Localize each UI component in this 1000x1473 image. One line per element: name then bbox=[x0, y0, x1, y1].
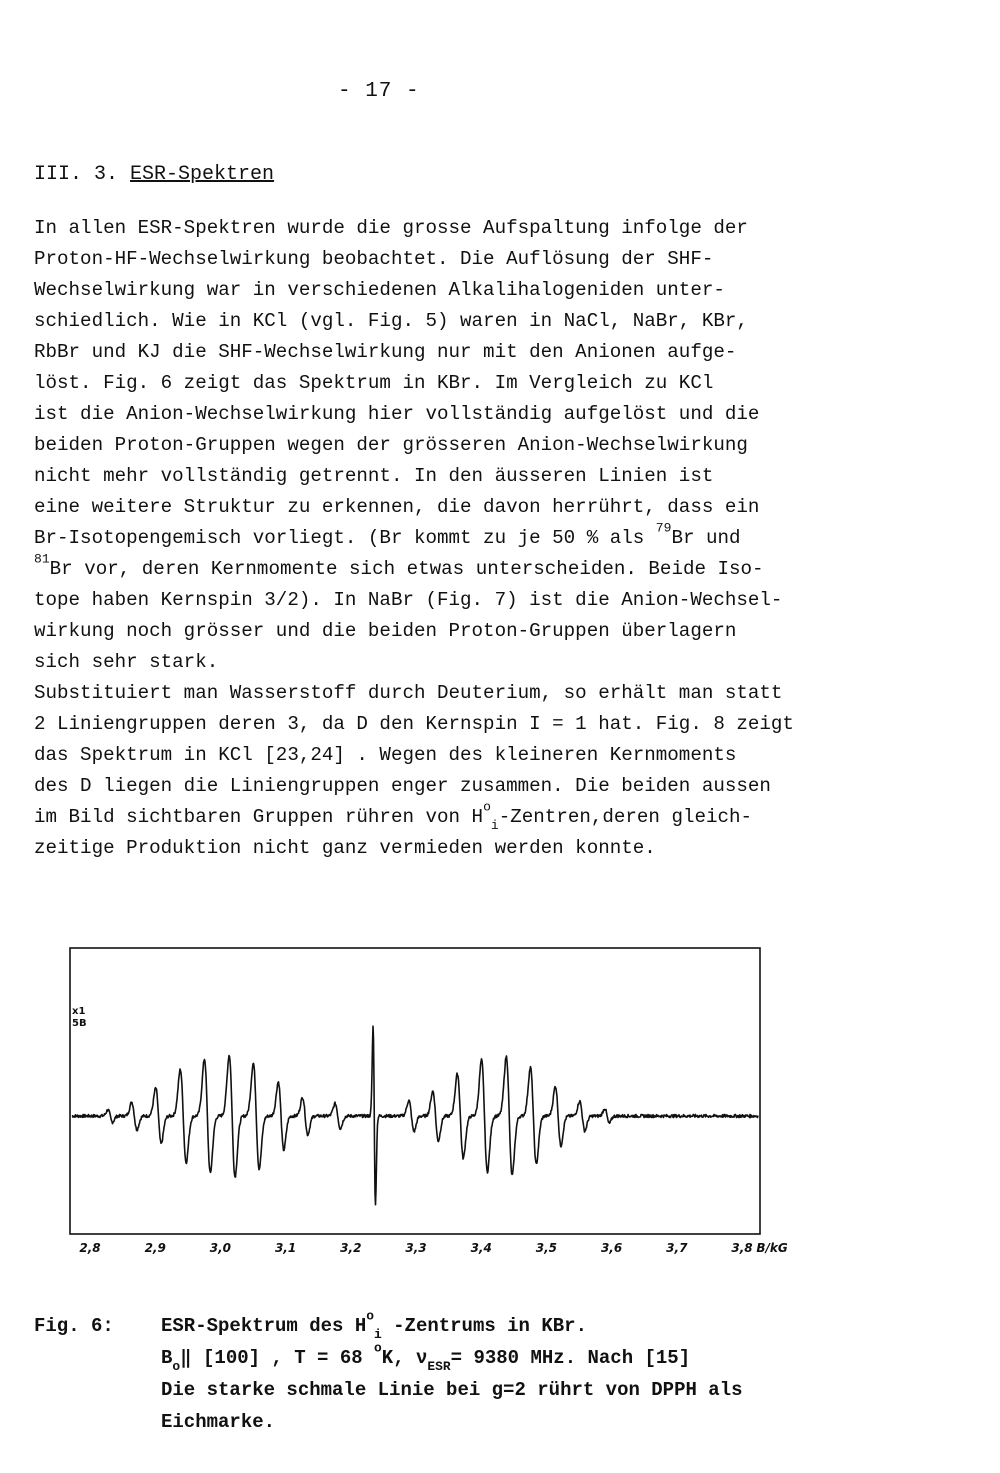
caption-text: B bbox=[161, 1347, 173, 1369]
isotope-suffix: Br und bbox=[671, 527, 741, 549]
body-line: löst. Fig. 6 zeigt das Spektrum in KBr. Im Vergleich zu KCl bbox=[34, 372, 714, 394]
x-unit-label: B/kG bbox=[756, 1241, 788, 1255]
nu-symbol: ν bbox=[416, 1347, 428, 1369]
esr-spectrum-figure bbox=[60, 940, 788, 1260]
x-tick-label: 3,3 bbox=[405, 1241, 427, 1255]
body-line: 2 Liniengruppen deren 3, da D den Kernspin I = 1 hat. Fig. 8 zeigt bbox=[34, 713, 794, 735]
caption-line-4: Eichmarke. bbox=[161, 1411, 276, 1433]
caption-sub: ESR bbox=[427, 1359, 451, 1375]
caption-text: [100] , T = 68 bbox=[191, 1347, 375, 1369]
body-text bbox=[34, 213, 934, 864]
isotope-79: 79 bbox=[655, 520, 672, 536]
x-tick-label: 3,8 bbox=[731, 1241, 753, 1255]
body-line: schiedlich. Wie in KCl (vgl. Fig. 5) waren in NaCl, NaBr, KBr, bbox=[34, 310, 748, 332]
x-tick-label: 2,9 bbox=[144, 1241, 166, 1255]
body-line: sich sehr stark. bbox=[34, 651, 219, 673]
body-line: Wechselwirkung war in verschiedenen Alkalihalogeniden unter- bbox=[34, 279, 725, 301]
isotope-81: 81 bbox=[34, 551, 50, 567]
body-line: wirkung noch grösser und die beiden Proton-Gruppen überlagern bbox=[34, 620, 737, 642]
body-line: das Spektrum in KCl [23,24] . Wegen des kleineren Kernmoments bbox=[34, 744, 737, 766]
body-line-hzentren bbox=[34, 799, 934, 834]
caption-line-2 bbox=[161, 1342, 743, 1374]
body-line: des D liegen die Liniengruppen enger zusammen. Die beiden aussen bbox=[34, 775, 771, 797]
x-tick-label: 3,7 bbox=[666, 1241, 688, 1255]
caption-sup: o bbox=[366, 1308, 374, 1324]
caption-sub: i bbox=[373, 1327, 382, 1343]
section-heading bbox=[34, 163, 274, 186]
x-tick-label: 3,6 bbox=[600, 1241, 623, 1255]
body-line: In allen ESR-Spektren wurde die grosse Aufspaltung infolge der bbox=[34, 217, 748, 239]
section-number: III. 3. bbox=[34, 163, 119, 186]
side-label-scale: x1 bbox=[72, 1006, 86, 1017]
spectrum-trace bbox=[72, 1026, 758, 1205]
caption-line-1 bbox=[161, 1310, 743, 1342]
hzentren-sub: i bbox=[490, 818, 499, 834]
page-number: - 17 - bbox=[338, 80, 420, 103]
hzentren-suffix: -Zentren,deren gleich- bbox=[498, 806, 753, 828]
caption-label: Fig. 6: bbox=[34, 1315, 114, 1337]
body-line: eine weitere Struktur zu erkennen, die davon herrührt, dass ein bbox=[34, 496, 760, 518]
x-axis-ticks bbox=[79, 1241, 787, 1255]
caption-text: -Zentrums in KBr. bbox=[381, 1315, 587, 1337]
body-line: tope haben Kernspin 3/2). In NaBr (Fig. 7) ist die Anion-Wechsel- bbox=[34, 589, 783, 611]
hzentren-prefix: im Bild sichtbaren Gruppen rühren von H bbox=[34, 806, 484, 828]
x-tick-label: 3,5 bbox=[535, 1241, 558, 1255]
caption-sub: o bbox=[172, 1359, 181, 1375]
caption-text: ESR-Spektrum des H bbox=[161, 1315, 367, 1337]
body-line: beiden Proton-Gruppen wegen der grösseren Anion-Wechselwirkung bbox=[34, 434, 748, 456]
body-line: ist die Anion-Wechselwirkung hier vollständig aufgelöst und die bbox=[34, 403, 760, 425]
body-line: Proton-HF-Wechselwirkung beobachtet. Die Auflösung der SHF- bbox=[34, 248, 714, 270]
caption-text: K, bbox=[381, 1347, 417, 1369]
parallel-icon: ‖ bbox=[180, 1347, 192, 1369]
body-line: zeitige Produktion nicht ganz vermieden werden konnte. bbox=[34, 837, 656, 859]
x-tick-label: 3,1 bbox=[274, 1241, 297, 1255]
x-tick-label: 3,0 bbox=[209, 1241, 232, 1255]
caption-text: = 9380 MHz. Nach [15] bbox=[450, 1347, 691, 1369]
body-line: RbBr und KJ die SHF-Wechselwirkung nur mit den Anionen aufge- bbox=[34, 341, 737, 363]
caption-line-3: Die starke schmale Linie bei g=2 rührt von DPPH als bbox=[161, 1379, 743, 1401]
hzentren-sup: o bbox=[483, 799, 491, 815]
body-line-isotope-2 bbox=[34, 551, 934, 585]
caption-sup: o bbox=[374, 1340, 382, 1356]
body-line: Substituiert man Wasserstoff durch Deuterium, so erhält man statt bbox=[34, 682, 783, 704]
plot-frame bbox=[70, 948, 760, 1234]
body-line-isotope bbox=[34, 520, 934, 554]
esr-spectrum-chart bbox=[60, 940, 788, 1260]
caption-body bbox=[161, 1310, 743, 1438]
isotope-prefix: Br-Isotopengemisch vorliegt. (Br kommt zu je 50 % als bbox=[34, 527, 656, 549]
isotope-text: Br vor, deren Kernmomente sich etwas unterscheiden. Beide Iso- bbox=[49, 558, 764, 580]
x-tick-label: 3,2 bbox=[340, 1241, 362, 1255]
x-tick-label: 3,4 bbox=[470, 1241, 492, 1255]
body-line: nicht mehr vollständig getrennt. In den äusseren Linien ist bbox=[34, 465, 714, 487]
section-title: ESR-Spektren bbox=[130, 163, 275, 186]
side-label-gain: 5B bbox=[72, 1018, 87, 1029]
x-tick-label: 2,8 bbox=[79, 1241, 101, 1255]
